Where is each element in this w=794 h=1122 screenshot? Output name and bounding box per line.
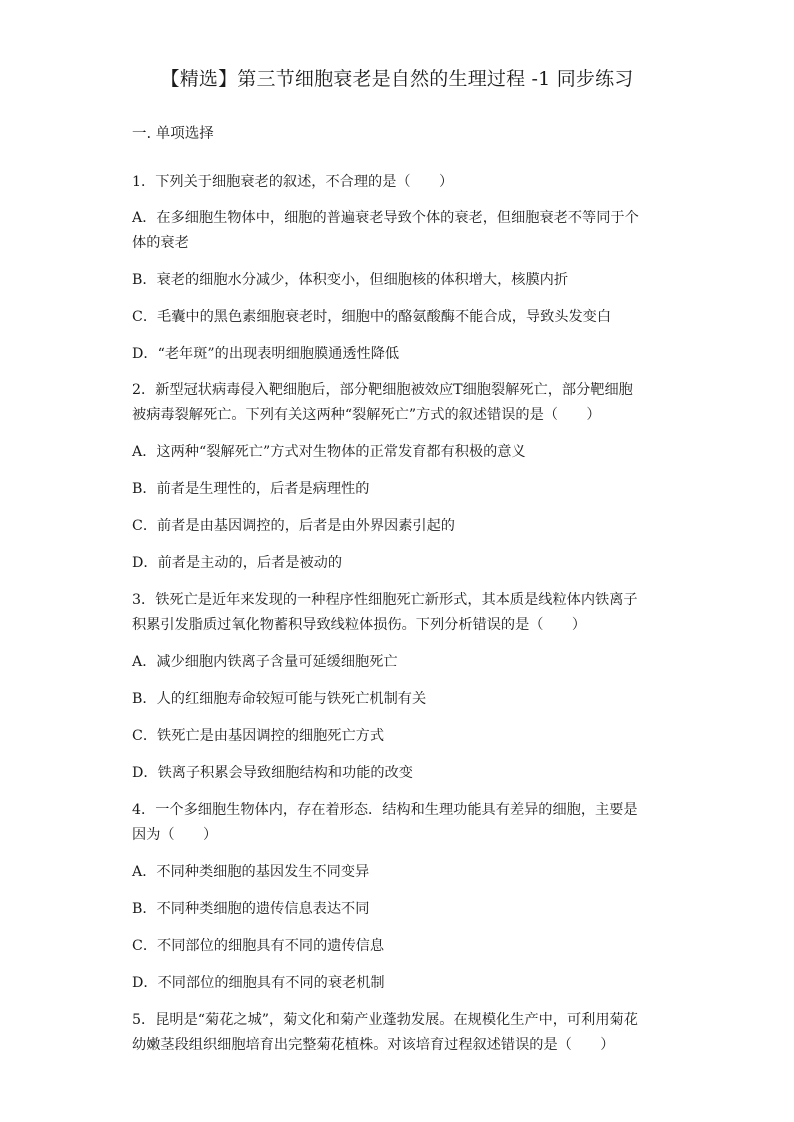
question-3-option-c: C．铁死亡是由基因调控的细胞死亡方式 (132, 728, 385, 744)
question-3-stem: 3．铁死亡是近年来发现的一种程序性细胞死亡新形式，其本质是线粒体内铁离子 (132, 592, 638, 608)
question-2-option-d: D．前者是主动的，后者是被动的 (132, 555, 343, 571)
question-2-option-b: B．前者是生理性的，后者是病理性的 (132, 481, 370, 497)
question-4-option-d: D．不同部位的细胞具有不同的衰老机制 (132, 975, 385, 991)
question-1-stem: 1．下列关于细胞衰老的叙述，不合理的是（ ） (132, 174, 454, 190)
question-4-option-a: A．不同种类细胞的基因发生不同变异 (132, 864, 370, 880)
question-1-option-a: A．在多细胞生物体中，细胞的普遍衰老导致个体的衰老，但细胞衰老不等同于个 (132, 210, 639, 226)
question-5-stem-cont: 幼嫩茎段组织细胞培育出完整菊花植株。对该培育过程叙述错误的是（ ） (132, 1037, 615, 1053)
question-5-stem: 5．昆明是“菊花之城”，菊文化和菊产业蓬勃发展。在规模化生产中，可利用菊花 (132, 1012, 638, 1028)
question-3-option-b: B．人的红细胞寿命较短可能与铁死亡机制有关 (132, 691, 427, 707)
question-3-stem-cont: 积累引发脂质过氧化物蓄积导致线粒体损伤。下列分析错误的是（ ） (132, 617, 587, 633)
question-2-stem-cont: 被病毒裂解死亡。下列有关这两种“裂解死亡”方式的叙述错误的是（ ） (132, 407, 601, 423)
question-4-stem: 4．一个多细胞生物体内，存在着形态．结构和生理功能具有差异的细胞，主要是 (132, 802, 638, 818)
question-4-option-c: C．不同部位的细胞具有不同的遗传信息 (132, 938, 385, 954)
question-4-stem-cont: 因为（ ） (132, 827, 218, 843)
question-1-option-b: B．衰老的细胞水分减少，体积变小，但细胞核的体积增大，核膜内折 (132, 272, 569, 288)
question-1-option-a-cont: 体的衰老 (132, 235, 189, 251)
document-title: 【精选】第三节细胞衰老是自然的生理过程 -1 同步练习 (160, 68, 634, 90)
question-3-option-d: D．铁离子积累会导致细胞结构和功能的改变 (132, 765, 413, 781)
section-heading: 一. 单项选择 (132, 126, 214, 142)
question-1-option-c: C．毛囊中的黑色素细胞衰老时，细胞中的酪氨酸酶不能合成，导致头发变白 (132, 309, 612, 325)
question-3-option-a: A．减少细胞内铁离子含量可延缓细胞死亡 (132, 654, 398, 670)
question-4-option-b: B．不同种类细胞的遗传信息表达不同 (132, 901, 370, 917)
question-2-stem: 2．新型冠状病毒侵入靶细胞后，部分靶细胞被效应T细胞裂解死亡，部分靶细胞 (132, 382, 633, 398)
question-1-option-d: D．“老年斑”的出现表明细胞膜通透性降低 (132, 346, 400, 362)
question-2-option-c: C．前者是由基因调控的，后者是由外界因素引起的 (132, 518, 455, 534)
question-2-option-a: A．这两种“裂解死亡”方式对生物体的正常发育都有积极的意义 (132, 444, 526, 460)
